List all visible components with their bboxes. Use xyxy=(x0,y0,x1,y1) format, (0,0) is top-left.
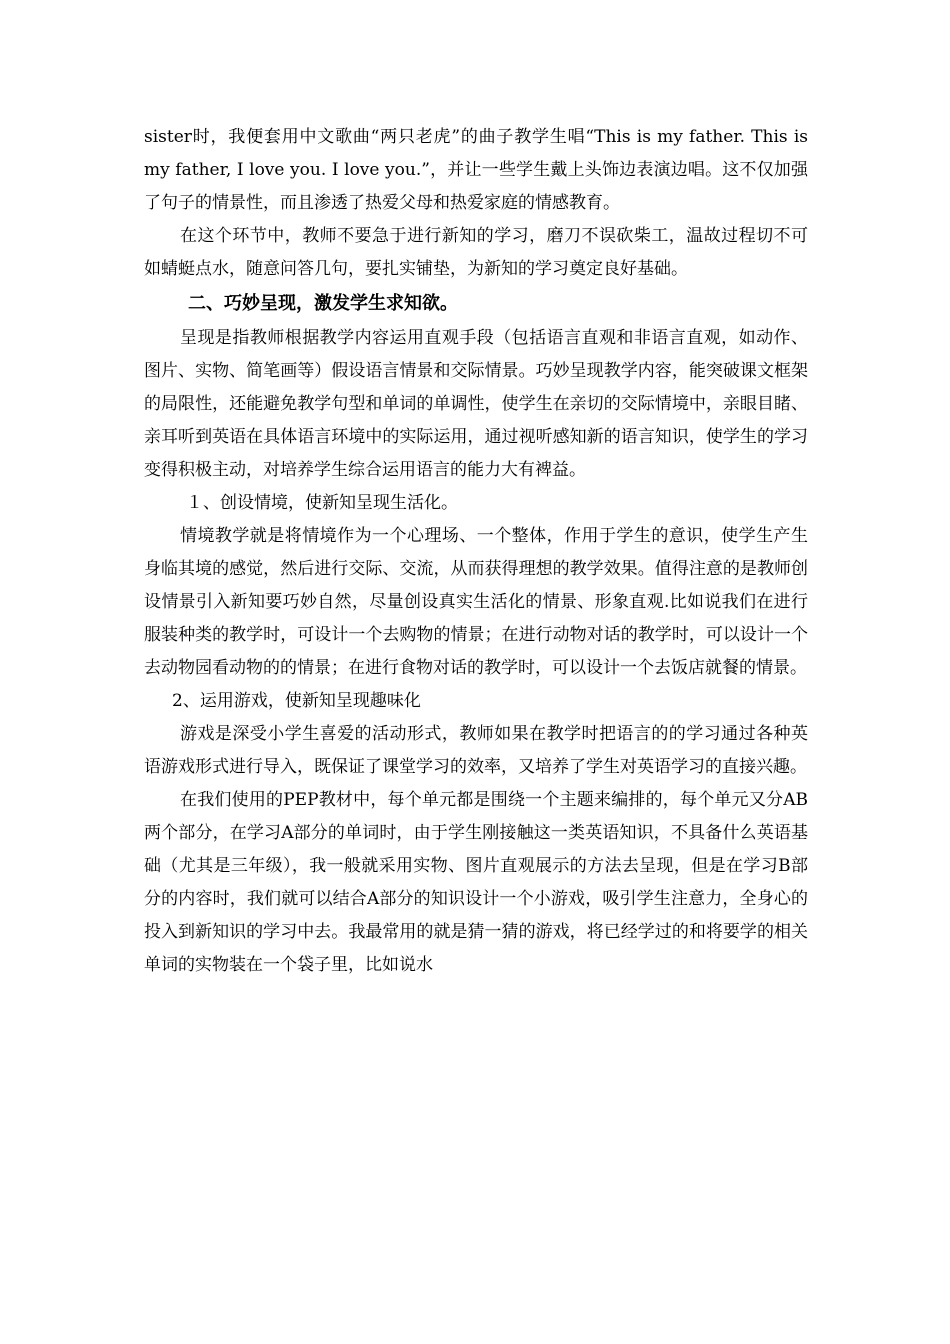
subheading-1: １、创设情境，使新知呈现生活化。 xyxy=(186,493,458,513)
paragraph-games: 游戏是深受小学生喜爱的活动形式，教师如果在教学时把语言的的学习通过各种英语游戏形式进行导入，既保证了课堂学习的效率，又培养了学生对英语学习的直接兴趣。 xyxy=(144,724,808,777)
paragraph-song-example: sister时，我便套用中文歌曲“两只老虎”的曲子教学生唱“This is my father. This is my father, I love you. I love you.”，并让一些学生戴上头饰边表演边唱。这不仅加强了句子的情景性，而且渗透了热爱父母和热爱家庭的情感教育。 xyxy=(144,127,808,213)
paragraph-pep-textbook: 在我们使用的PEP教材中，每个单元都是围绕一个主题来编排的，每个单元又分AB两个部分，在学习A部分的单词时，由于学生刚接触这一类英语知识，不具备什么英语基础（尤其是三年级），我一般就采用实物、图片直观展示的方法去呈现，但是在学习B部分的内容时，我们就可以结合A部分的知识设计一个小游戏，吸引学生注意力，全身心的投入到新知识的学习中去。我最常用的就是猜一猜的游戏，将已经学过的和将要学的相关单词的实物装在一个袋子里，比如说水 xyxy=(144,790,808,975)
paragraph-review-advice: 在这个环节中，教师不要急于进行新知的学习，磨刀不误砍柴工，温故过程切不可如蜻蜓点水，随意问答几句，要扎实铺垫，为新知的学习奠定良好基础。 xyxy=(144,226,808,279)
subheading-2: 2、运用游戏，使新知呈现趣味化 xyxy=(172,691,421,711)
document-page xyxy=(144,121,808,982)
section-heading-2: 二、巧妙呈现，激发学生求知欲。 xyxy=(188,293,458,314)
paragraph-situational-teaching: 情境教学就是将情境作为一个心理场、一个整体，作用于学生的意识，使学生产生身临其境的感觉，然后进行交际、交流，从而获得理想的教学效果。值得注意的是教师创设情景引入新知要巧妙自然，尽量创设真实生活化的情景、形象直观.比如说我们在进行服装种类的教学时，可设计一个去购物的情景；在进行动物对话的教学时，可以设计一个去动物园看动物的的情景；在进行食物对话的教学时，可以设计一个去饭店就餐的情景。 xyxy=(144,526,808,678)
paragraph-presentation-definition: 呈现是指教师根据教学内容运用直观手段（包括语言直观和非语言直观，如动作、图片、实物、简笔画等）假设语言情景和交际情景。巧妙呈现教学内容，能突破课文框架的局限性，还能避免教学句型和单词的单调性，使学生在亲切的交际情境中，亲眼目睹、亲耳听到英语在具体语言环境中的实际运用，通过视听感知新的语言知识，使学生的学习变得积极主动，对培养学生综合运用语言的能力大有裨益。 xyxy=(144,328,808,480)
